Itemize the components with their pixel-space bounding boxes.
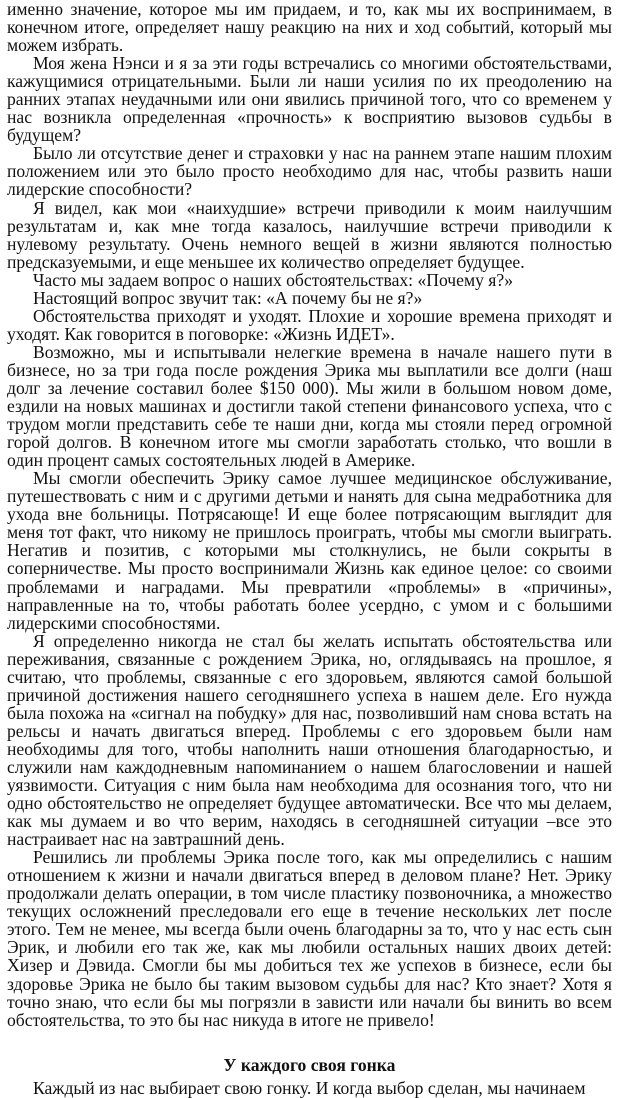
paragraph-2: Моя жена Нэнси и я за эти годы встречались со многими обстоятельствами, кажущимися отрицательными. Были ли наши усилия по их преодолению на ранних этапах неудачными или они явились причиной того, что со временем у нас возникла определенная «прочность» к восприятию вызовов судьбы в будущем? (7, 53, 612, 146)
paragraph-11: Решились ли проблемы Эрика после того, как мы определились с нашим отношением к жизни и начали двигаться вперед в деловом плане? Нет. Эрику продолжали делать операции, в том числе пластику позвоночника, а множество текущих осложнений преследовали его еще в течение нескольких лет после этого. Тем не менее, мы всегда были очень благодарны за то, что у нас есть сын Эрик, и любили его так же, как мы любили остальных наших двоих детей: Хизер и Дэвида. Смогли бы мы добиться тех же успехов в бизнесе, если бы здоровье Эрика не было бы таким вызовом судьбы для нас? Кто знает? Хотя я точно знаю, что если бы мы погрязли в зависти или начали бы винить во всем обстоятельства, то это бы нас никуда в итоге не привело! (7, 847, 612, 1030)
section-first-line: Каждый из нас выбирает свою гонку. И когда выбор сделан, мы начинаем (33, 1077, 586, 1098)
paragraph-9: Мы смогли обеспечить Эрику самое лучшее медицинское обслуживание, путешествовать с ним и с другими детьми и нанять для сына медработника для ухода вне больницы. Потрясающе! И еще более потрясающим выглядит для меня тот факт, что никому не пришлось проиграть, чтобы мы смогли выиграть. Негатив и позитив, с которыми мы столкнулись, не были сокрыты в соперничестве. Мы просто воспринимали Жизнь как единое целое: со своими проблемами и наградами. Мы превратили «проблемы» в «причины», направленные на то, чтобы работать более усердно, с умом и с большими лидерскими способностями. (7, 468, 612, 633)
paragraph-1: именно значение, которое мы им придаем, и то, как мы их воспринимаем, в конечном итоге, определяет нашу реакцию на них и ход событий, который мы можем избрать. (7, 0, 612, 56)
paragraph-7: Обстоятельства приходят и уходят. Плохие и хорошие времена приходят и уходят. Как говорится в поговорке: «Жизнь ИДЕТ». (7, 305, 612, 344)
paragraph-6: Настоящий вопрос звучит так: «А почему бы не я?» (33, 287, 423, 308)
paragraph-4: Я видел, как мои «наихудшие» встречи приводили к моим наилучшим результатам и, как мне тогда казалось, наилучшие встречи приводили к нулевому результату. Очень немного вещей в жизни являются полностью предсказуемыми, и еще меньшее их количество определяет будущее. (7, 197, 612, 272)
paragraph-10: Я определенно никогда не стал бы желать испытать обстоятельства или переживания, связанные с рождением Эрика, но, оглядываясь на прошлое, я считаю, что проблемы, связанные с его здоровьем, являются самой большой причиной достижения нашего сегодняшнего успеха в нашем деле. Его нужда была похожа на «сигнал на побудку» для нас, позволивший нам снова встать на рельсы и начать двигаться вперед. Проблемы с его здоровьем были нам необходимы для того, чтобы наполнить наши отношения благодарностью, и служили нам каждодневным напоминанием о нашем благословении и нашей уязвимости. Ситуация с ним была нам необходима для осознания того, что ни одно обстоятельство не определяет будущее автоматически. Все что мы делаем, как мы думаем и во что верим, находясь в сегодняшней ситуации –все это настраивает нас на завтрашний день. (7, 630, 612, 850)
paragraph-8: Возможно, мы и испытывали нелегкие времена в начале нашего пути в бизнесе, но за три года после рождения Эрика мы выплатили все долги (наш долг за лечение составил более $150 000). Мы жили в большом новом доме, ездили на новых машинах и достигли такой степени финансового успеха, что с трудом могли представить себе те наши дни, когда мы стояли перед огромной горой долгов. В конечном итоге мы смогли заработать столько, что вошли в один процент самых состоятельных людей в Америке. (7, 341, 612, 471)
paragraph-5: Часто мы задаем вопрос о наших обстоятельствах: «Почему я?» (33, 269, 513, 290)
section-heading: У каждого своя гонка (223, 1054, 396, 1075)
paragraph-3: Было ли отсутствие денег и страховки у нас на раннем этапе нашим плохим положением или это было просто необходимо для нас, чтобы развить наши лидерские способности? (7, 143, 612, 200)
